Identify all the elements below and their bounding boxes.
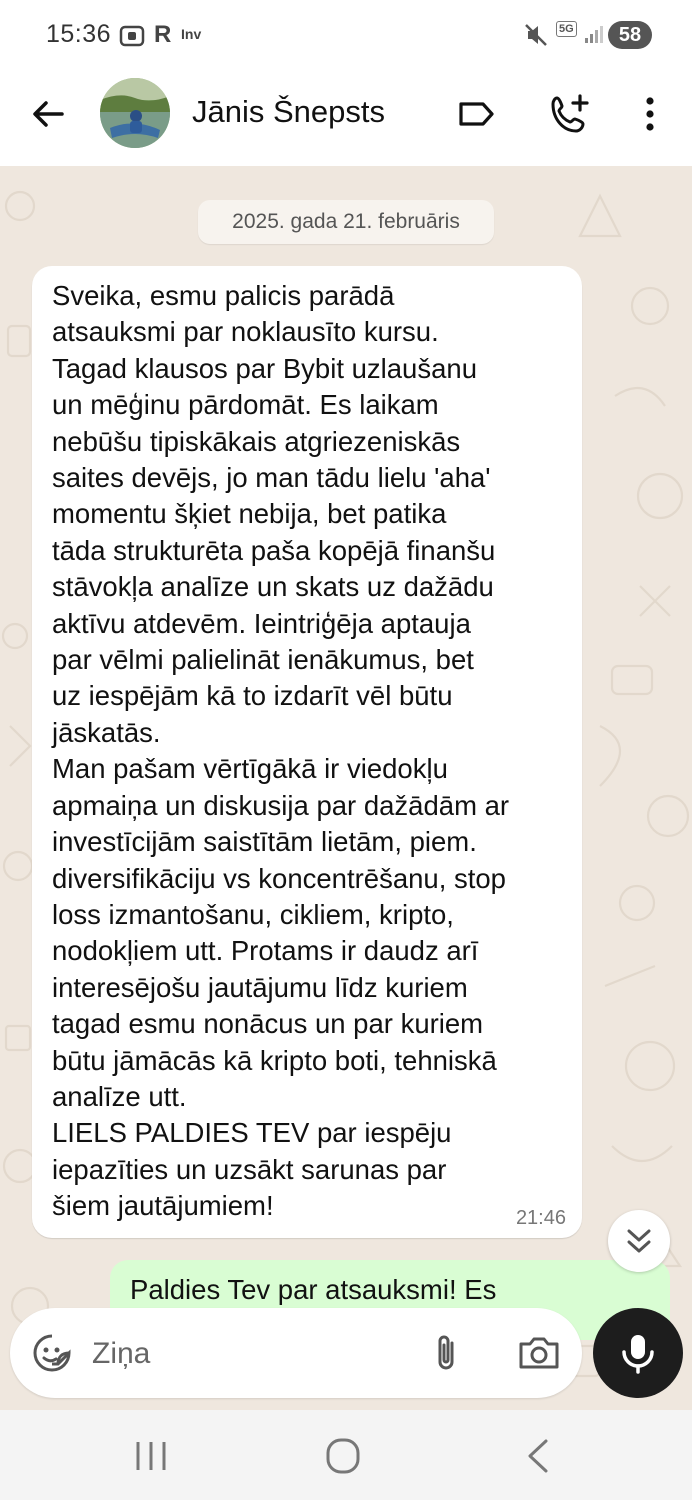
outgoing-message-text: Paldies Tev par atsauksmi! Es [130,1274,497,1305]
status-time: 15:36 [46,20,112,48]
chat-area[interactable] [0,166,692,1410]
attach-icon[interactable] [424,1331,468,1375]
network-badge: 5G [556,21,577,37]
screen-record-icon [118,22,146,50]
status-bar [0,0,692,68]
mute-icon [524,22,548,48]
voice-message-button[interactable] [593,1308,683,1398]
home-icon[interactable] [318,1434,368,1478]
battery-indicator: 58 [608,21,652,49]
message-input[interactable] [92,1334,412,1374]
message-text: Sveika, esmu palicis parādā atsauksmi par noklausīto kursu. Tagad klausos par Bybit uzlaušanu un mēģinu pārdomāt. Es laikam nebūšu tipiskākais atgriezeniskās saites devējs, jo man tādu lielu 'aha' momentu šķiet nebija, bet patika tāda strukturēta paša kopējā finanšu stāvokļa analīze un skats uz dažādu aktīvu atdevēm. Ieintriģēja aptauja par vēlmi palielināt ienākumus, bet uz iespējām kā to izdarīt vēl būtu jāskatās. Man pašam vērtīgākā ir viedokļu apmaiņa un diskusija par dažādām ar investīcijām saistītām lietām, piem. diversifikāciju vs koncentrēšanu, stop loss izmantošanu, cikliem, kripto, nodokļiem utt. Protams ir daudz arī interesējošu jautājumu līdz kuriem tagad esmu nonācus un par kuriem būtu jāmācās kā kripto boti, tehniskā analīze utt. LIELS PALDIES TEV par iespēju iepazīties un uzsākt sarunas par šiem jautājumiem! [52,280,510,1222]
double-chevron-down-icon [608,1210,670,1272]
sticker-icon[interactable] [30,1331,74,1375]
chat-header [0,68,692,166]
avatar[interactable] [100,78,170,148]
back-icon[interactable] [514,1434,564,1478]
date-separator: 2025. gada 21. februāris [198,200,494,244]
mic-icon [593,1308,683,1398]
app-badge: Inv [181,26,202,42]
system-nav-bar [0,1410,692,1500]
label-icon[interactable] [454,92,498,136]
add-call-icon[interactable] [548,92,592,136]
carrier-letter: R [154,21,172,48]
recent-apps-icon[interactable] [126,1434,176,1478]
contact-name[interactable]: Jānis Šnepsts [192,94,385,129]
more-vert-icon[interactable] [628,92,672,136]
scroll-to-bottom-button[interactable] [608,1210,670,1272]
signal-icon [584,24,604,44]
message-time: 21:46 [515,1207,566,1229]
incoming-message[interactable] [32,266,582,1238]
back-arrow-icon[interactable] [26,92,70,136]
camera-icon[interactable] [516,1331,562,1375]
message-composer [10,1308,582,1398]
